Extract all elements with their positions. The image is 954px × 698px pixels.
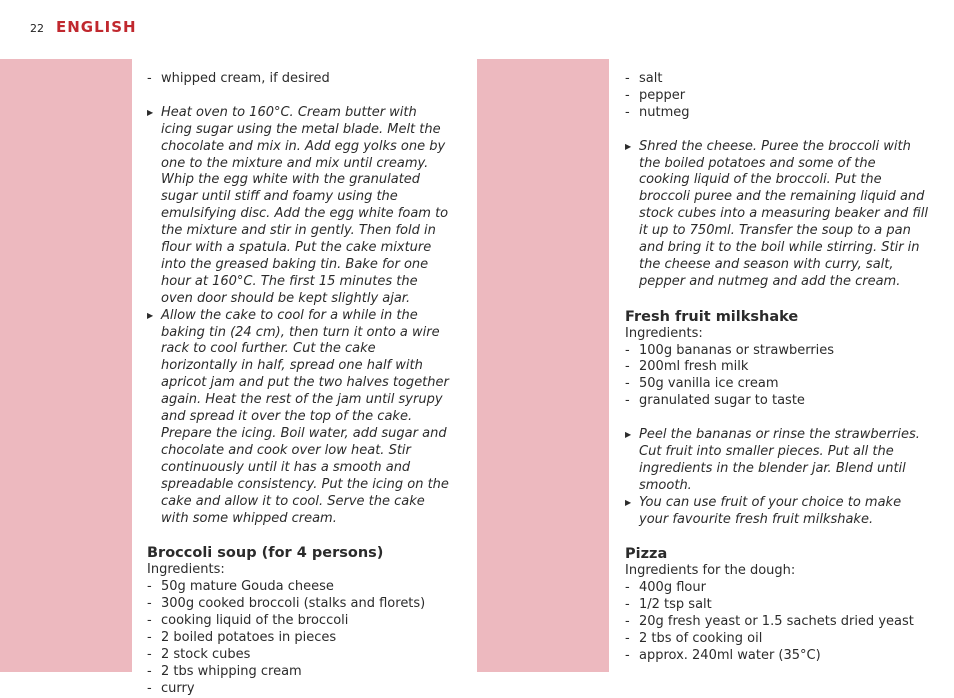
ingredient-item: - approx. 240ml water (35°C) [625, 647, 821, 663]
ingredient-item: - pepper [625, 87, 686, 103]
language-title: ENGLISH [56, 18, 137, 36]
ingredient-item: - 2 boiled potatoes in pieces [147, 629, 337, 645]
ingredient-item: - whipped cream, if desired [147, 71, 330, 86]
arrow-bullet-icon: ▶ [147, 310, 154, 320]
left-margin-band [0, 59, 132, 672]
instruction-step: ▶ Heat oven to 160°C. Cream butter with icing sugar using the metal blade. Melt the chocolate and mix in. Add egg yolks one by one to the mixture and mix until creamy. Whip the egg white with the granulated sugar until stiff and foamy using the emulsifying disc. Add the egg white foam to the mixture and stir in gently. Then fold in flour with a spatula. Put the cake mixture into the greased baking tin. Bake for one hour at 160°C. The first 15 minutes the oven door should be kept slightly ajar. [147, 104, 449, 306]
middle-margin-band [477, 59, 609, 672]
arrow-bullet-icon: ▶ [625, 430, 632, 440]
ingredient-item: - 20g fresh yeast or 1.5 sachets dried yeast [625, 614, 914, 630]
arrow-bullet-icon: ▶ [147, 107, 154, 117]
right-column [625, 71, 930, 665]
ingredient-item: - nutmeg [625, 104, 690, 120]
recipe-title-broccoli-soup: Broccoli soup (for 4 persons) [147, 545, 384, 562]
recipe-title-pizza: Pizza [625, 546, 668, 563]
page-number: 22 [30, 22, 44, 35]
ingredient-item: - 2 tbs whipping cream [147, 663, 302, 679]
arrow-bullet-icon: ▶ [625, 141, 632, 151]
ingredients-label: Ingredients: [625, 325, 703, 341]
arrow-bullet-icon: ▶ [625, 497, 632, 507]
ingredient-item: - 100g bananas or strawberries [625, 342, 835, 358]
ingredient-item: - granulated sugar to taste [625, 393, 805, 409]
ingredient-item: - salt [625, 71, 663, 86]
ingredient-item: - 400g flour [625, 580, 706, 596]
ingredients-label: Ingredients for the dough: [625, 563, 796, 579]
ingredient-item: - 50g mature Gouda cheese [147, 579, 334, 595]
left-column [147, 71, 449, 698]
ingredient-item: - 50g vanilla ice cream [625, 376, 779, 392]
ingredients-label: Ingredients: [147, 562, 225, 578]
instruction-step: ▶ Shred the cheese. Puree the broccoli with the boiled potatoes and some of the cooking liquid of the broccoli. Put the broccoli puree and the remaining liquid and stock cubes into a measuring beaker and fill it up to 750ml. Transfer the soup to a pan and bring it to the boil while stirring. Stir in the cheese and season with curry, salt, pepper and nutmeg and add the cream. [625, 138, 928, 289]
ingredient-item: - 300g cooked broccoli (stalks and florets) [147, 596, 426, 612]
ingredient-item: - curry [147, 680, 195, 696]
recipe-title-milkshake: Fresh fruit milkshake [625, 308, 799, 325]
ingredient-item: - cooking liquid of the broccoli [147, 613, 349, 629]
ingredient-item: - 2 tbs of cooking oil [625, 631, 763, 647]
instruction-step: ▶ Peel the bananas or rinse the strawberries. Cut fruit into smaller pieces. Put all the ingredients in the blender jar. Blend until smooth. [625, 427, 920, 493]
instruction-step: ▶ Allow the cake to cool for a while in the baking tin (24 cm), then turn it onto a wire rack to cool further. Cut the cake horizontally in half, spread one half with apricot jam and put the two halves together again. Heat the rest of the jam until syrupy and spread it over the top of the cake. Prepare the icing. Boil water, add sugar and chocolate and cook over low heat. Stir continuously until it has a smooth and spreadable consistency. Put the icing on the cake and allow it to cool. Serve the cake with some whipped cream. [147, 307, 449, 526]
ingredient-item: - 2 stock cubes [147, 646, 251, 662]
ingredient-item: - 200ml fresh milk [625, 359, 749, 375]
ingredient-item: - 1/2 tsp salt [625, 597, 712, 613]
instruction-step: ▶ You can use fruit of your choice to make your favourite fresh fruit milkshake. [625, 494, 902, 527]
page-header [30, 18, 137, 38]
